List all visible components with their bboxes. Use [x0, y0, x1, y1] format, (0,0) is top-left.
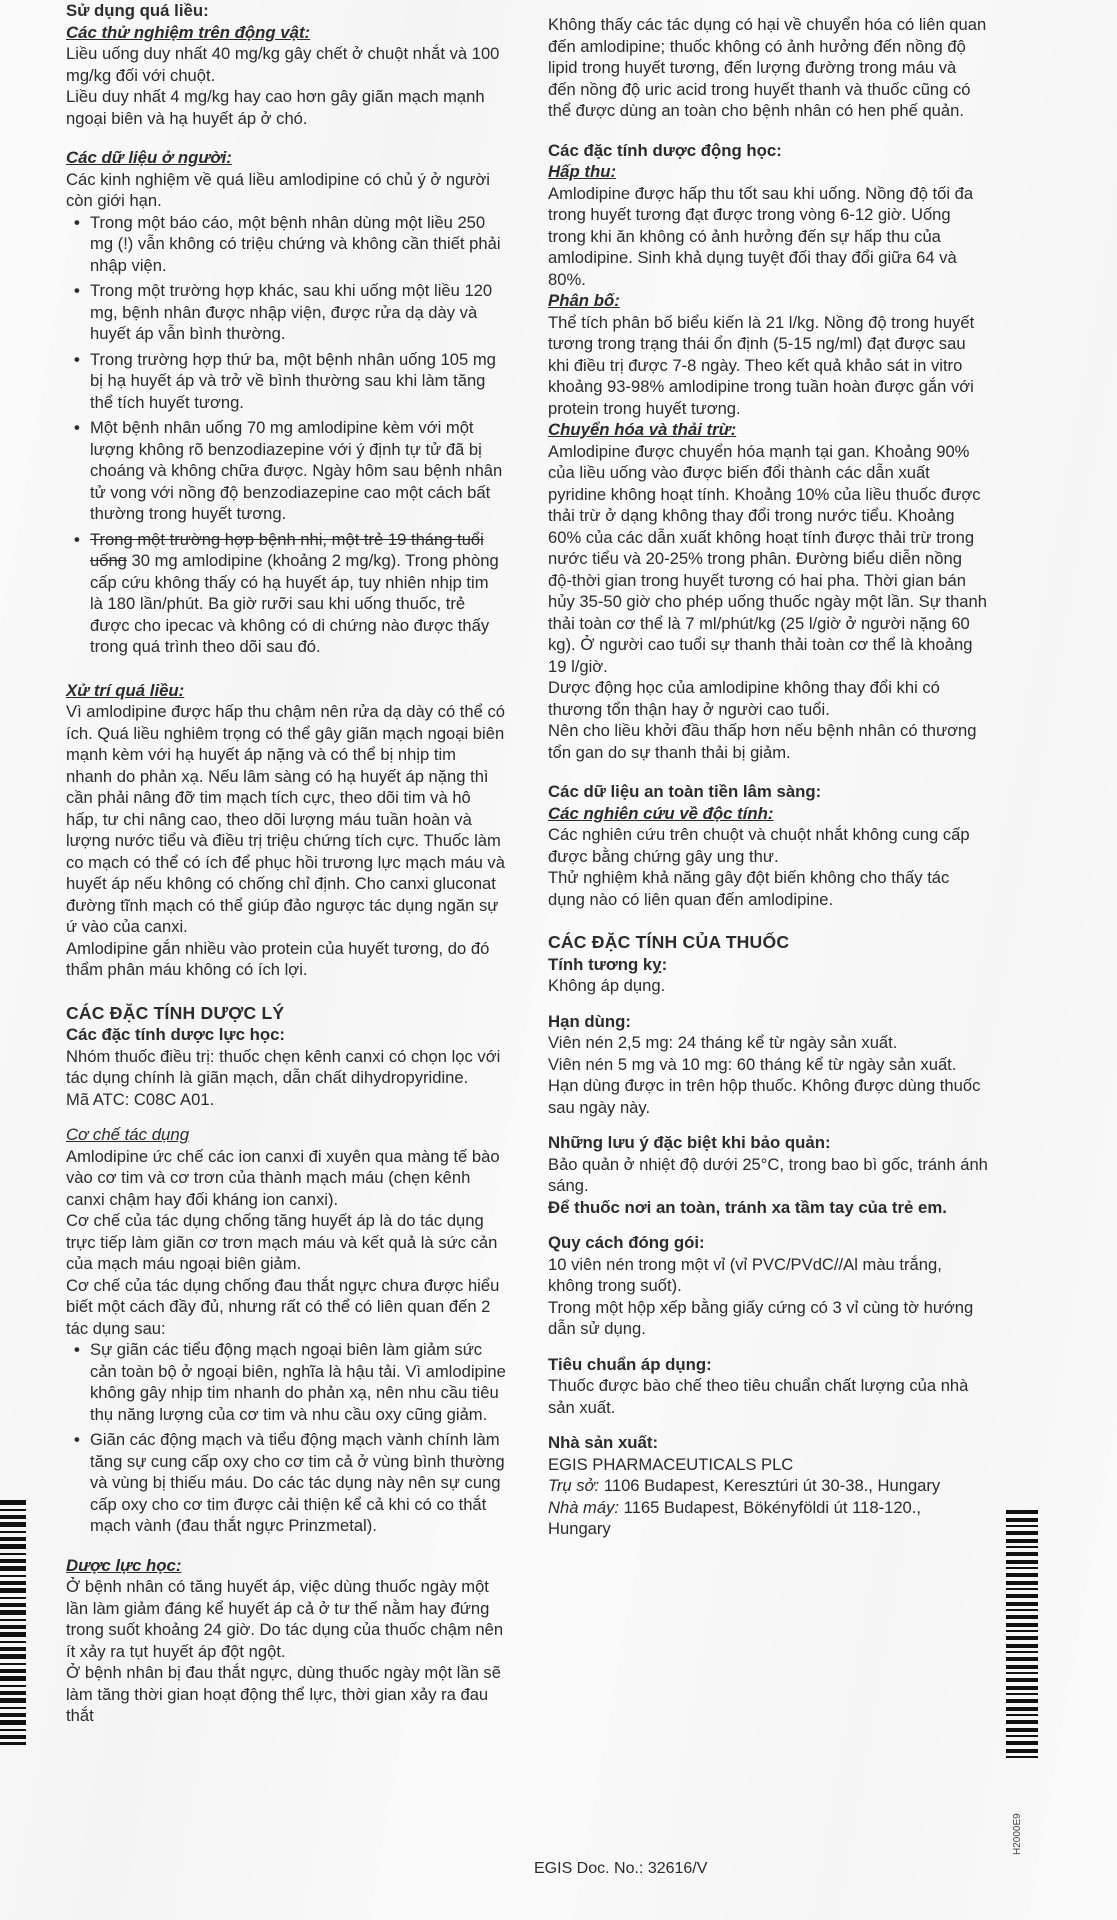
list-item: • Trong trường hợp thứ ba, một bệnh nhân uống 105 mg bị hạ huyết áp và trở về bình thường sau khi làm tăng thể tích huyết tương.: [90, 349, 506, 414]
human-case-list: [66, 212, 506, 658]
pharmacodynamics-text: Nhóm thuốc điều trị: thuốc chẹn kênh canxi có chọn lọc với tác dụng chính là giãn mạch, dẫn chất dihydropyridine.: [66, 1046, 501, 1087]
mechanism-list: [66, 1339, 506, 1537]
animal-tests-text-1: Liều uống duy nhất 40 mg/kg gây chết ở chuột nhắt và 100 mg/kg đối với chuột.: [66, 44, 500, 85]
animal-tests-heading: Các thử nghiệm trên động vật:: [66, 22, 311, 42]
shelf-life-text-1: Viên nén 2,5 mg: 24 tháng kể từ ngày sản xuất.: [548, 1033, 898, 1052]
toxicity-heading: Các nghiên cứu về độc tính:: [548, 803, 774, 823]
overdose-management-text-1: Vì amlodipine được hấp thu chậm nên rửa dạ dày có thể có ích. Quá liều nghiêm trọng có thể gây giãn mạch ngoại biên mạnh kèm với hạ huyết áp nặng và có thể bị nhịp tim nhanh do phản xạ. Nếu lâm sàng có hạ huyết áp nặng thì cần phải nâng đỡ tim mạch tích cực, theo dõi tim và hô hấp, tư chi nâng cao, theo dõi lượng máu tuần hoàn và lượng nước tiểu và điều trị triệu chứng tích cực. Thuốc làm co mạch có thể có ích để phục hồi trương lực mạch máu và huyết áp nếu không có chống chỉ định. Cho canxi gluconat đường tĩnh mạch có thể giúp đảo ngược tác dụng ngăn sự ứ vào của canxi.: [66, 702, 505, 936]
overdose-management-text-2: Amlodipine gắn nhiều vào protein của huyết tương, do đó thẩm phân máu không có ích lợi.: [66, 938, 490, 979]
incompatibility-text: Không áp dụng.: [548, 976, 666, 995]
incompatibility-heading: Tính tương kỵ:: [548, 954, 668, 974]
pharmacology-heading: CÁC ĐẶC TÍNH DƯỢC LÝ: [66, 1002, 285, 1023]
overdose-heading: Sử dụng quá liều:: [66, 1, 209, 20]
metabolic-effects-text: Không thấy các tác dụng có hại về chuyển hóa có liên quan đến amlodipine; thuốc không có ảnh hưởng đến nồng độ lipid trong huyết tương, đến lượng đường trong máu và đến nồng độ uric acid trong huyết thanh và thuốc cũng có thể được dùng an toàn cho bệnh nhân có hen phế quản.: [548, 15, 987, 120]
atc-code: Mã ATC: C08C A01.: [66, 1089, 215, 1109]
hq-label: Trụ sở:: [548, 1476, 600, 1495]
list-item-text: 30 mg amlodipine (khoảng 2 mg/kg). Trong phòng cấp cứu không thấy có hạ huyết áp, tuy nhiên nhịp tim là 180 lần/phút. Ba giờ rưỡi sau khi uống thuốc, trẻ được cho ipecac và không có di chứng nào được thấy trong quá trình theo dõi sau đó.: [90, 551, 499, 656]
plant-address: 1165 Budapest, Bökényföldi út 118-120., Hungary: [548, 1497, 922, 1538]
mechanism-heading: Cơ chế tác dụng: [66, 1125, 190, 1144]
list-item: • Trong một báo cáo, một bệnh nhân dùng một liều 250 mg (!) vẫn không có triệu chứng và không cần thiết phải nhập viện.: [90, 212, 506, 277]
mechanism-text-1: Amlodipine ức chế các ion canxi đi xuyên qua màng tế bào vào cơ tim và cơ trơn của thành mạch máu (chẹn kênh canxi chậm hay đối kháng ion canxi).: [66, 1146, 500, 1209]
mechanism-text-2: Cơ chế của tác dụng chống tăng huyết áp là do tác dụng trực tiếp làm giãn cơ trơn mạch máu và kết quả là sức cản của mạch máu ngoại biên giảm.: [66, 1211, 498, 1273]
shelf-life-text-2: Viên nén 5 mg và 10 mg: 60 tháng kể từ ngày sản xuất.: [548, 1054, 957, 1074]
absorption-heading: Hấp thu:: [548, 162, 617, 181]
struck-text: Trong một trường hợp bệnh nhi, một trẻ 19 tháng tuổi uống: [90, 529, 484, 570]
human-data-intro: Các kinh nghiệm về quá liều amlodipine có chủ ý ở người còn giới hạn.: [66, 169, 490, 210]
preclinical-safety-heading: Các dữ liệu an toàn tiền lâm sàng:: [548, 782, 822, 801]
pharmacodynamics-effect-text-2: Ở bệnh nhân bị đau thắt ngực, dùng thuốc ngày một lần sẽ làm tăng thời gian hoạt động thể lực, thời gian xảy ra đau thắt: [66, 1663, 501, 1725]
pharmacodynamics-subheading: Dược lực học:: [66, 1555, 182, 1575]
pharmacokinetics-heading: Các đặc tính dược động học:: [548, 140, 782, 160]
packaging-text-1: 10 viên nén trong một vỉ (vỉ PVC/PVdC//Al màu trắng, không trong suốt).: [548, 1254, 942, 1295]
standard-heading: Tiêu chuẩn áp dụng:: [548, 1354, 712, 1374]
distribution-text: Thể tích phân bố biểu kiến là 21 l/kg. Nồng độ trong huyết tương trong trạng thái ổn định (5-15 ng/ml) đạt được sau khi điều trị được 7-8 ngày. Theo kết quả khảo sát in vitro khoảng 93-98% amlodipine trong tuần hoàn được gắn với protein trong huyết tương.: [548, 312, 975, 418]
human-data-heading: Các dữ liệu ở người:: [66, 148, 232, 167]
right-column: [548, 14, 988, 1540]
toxicity-text-2: Thử nghiệm khả năng gây đột biến không cho thấy tác dụng nào có liên quan đến amlodipine.: [548, 868, 950, 909]
pharmacode-barcode-left: [0, 1500, 26, 1745]
standard-text: Thuốc được bào chế theo tiêu chuẩn chất lượng của nhà sản xuất.: [548, 1376, 969, 1417]
absorption-text: Amlodipine được hấp thu tốt sau khi uống. Nồng độ tối đa trong huyết tương đạt được trong vòng 6-12 giờ. Uống trong khi ăn không có ảnh hưởng đến sự hấp thu của amlodipine. Sinh khả dụng tuyệt đối thay đổi giữa 64 và 80%.: [548, 183, 974, 289]
list-item: • Sự giãn các tiểu động mạch ngoại biên làm giảm sức cản toàn bộ ở ngoại biên, nghĩa là hậu tải. Vì amlodipine không gây nhịp tim nhanh do phản xạ, nên nhu cầu tiêu thụ năng lượng của cơ tim và nhu cầu oxy cũng giảm.: [90, 1339, 506, 1425]
animal-tests-text-2: Liều duy nhất 4 mg/kg hay cao hơn gây giãn mạch mạnh ngoại biên và hạ huyết áp ở chó.: [66, 87, 485, 128]
hq-address: 1106 Budapest, Keresztúri út 30-38., Hungary: [603, 1476, 941, 1495]
overdose-management-heading: Xử trí quá liều:: [66, 680, 185, 700]
manufacturer-heading: Nhà sản xuất:: [548, 1433, 659, 1452]
manufacturer-hq: [548, 1475, 988, 1497]
storage-text: Bảo quản ở nhiệt độ dưới 25°C, trong bao bì gốc, tránh ánh sáng.: [548, 1154, 988, 1195]
packaging-heading: Quy cách đóng gói:: [548, 1233, 705, 1252]
shelf-life-heading: Hạn dùng:: [548, 1011, 631, 1031]
mechanism-text-3: Cơ chế của tác dụng chống đau thắt ngực chưa được hiểu biết một cách đầy đủ, nhưng rất có thể có liên quan đến 2 tác dụng sau:: [66, 1275, 500, 1338]
metabolism-text-3: Nên cho liều khởi đầu thấp hơn nếu bệnh nhân có thương tổn gan do sự thanh thải bị giảm.: [548, 721, 977, 762]
metabolism-heading: Chuyển hóa và thải trừ:: [548, 420, 737, 439]
pharmacodynamics-effect-text-1: Ở bệnh nhân có tăng huyết áp, việc dùng thuốc ngày một lần làm giảm đáng kể huyết áp cả ở tư thế nằm hay đứng trong suốt khoảng 24 giờ. Do tác dụng của thuốc chậm nên ít xảy ra tụt huyết áp đột ngột.: [66, 1577, 504, 1661]
toxicity-text-1: Các nghiên cứu trên chuột và chuột nhắt không cung cấp được bằng chứng gây ung thư.: [548, 825, 970, 866]
list-item: • Một bệnh nhân uống 70 mg amlodipine kèm với một lượng không rõ benzodiazepine với ý định tự tử đã bị choáng và không chữa được. Ngày hôm sau bệnh nhân tử vong với nồng độ benzodiazepine cao một cách bất thường trong huyết tương.: [90, 417, 506, 525]
vertical-code: H2000E9: [1012, 1813, 1023, 1855]
list-item: [90, 529, 506, 658]
storage-heading: Những lưu ý đặc biệt khi bảo quản:: [548, 1133, 831, 1152]
manufacturer-name: EGIS PHARMACEUTICALS PLC: [548, 1454, 794, 1474]
shelf-life-text-3: Hạn dùng được in trên hộp thuốc. Không được dùng thuốc sau ngày này.: [548, 1076, 981, 1117]
packaging-text-2: Trong một hộp xếp bằng giấy cứng có 3 vỉ cùng tờ hướng dẫn sử dụng.: [548, 1297, 974, 1338]
drug-properties-heading: CÁC ĐẶC TÍNH CỦA THUỐC: [548, 932, 790, 952]
list-item: • Trong một trường hợp khác, sau khi uống một liều 120 mg, bệnh nhân được nhập viện, được rửa dạ dày và huyết áp vẫn bình thường.: [90, 280, 506, 345]
distribution-heading: Phân bố:: [548, 291, 620, 310]
metabolism-text-2: Dược động học của amlodipine không thay đổi khi có thương tổn thận hay ở người cao tuổi.: [548, 678, 940, 719]
plant-label: Nhà máy:: [548, 1497, 620, 1517]
manufacturer-plant: [548, 1497, 988, 1540]
document-number: EGIS Doc. No.: 32616/V: [534, 1860, 708, 1877]
storage-warning: Để thuốc nơi an toàn, tránh xa tầm tay của trẻ em.: [548, 1197, 947, 1217]
pharmacodynamics-heading: Các đặc tính dược lực học:: [66, 1025, 286, 1044]
pharmacode-barcode-right: [1006, 1510, 1038, 1760]
metabolism-text-1: Amlodipine được chuyển hóa mạnh tại gan. Khoảng 90% của liều uống vào được biến đổi thành các dẫn xuất pyridine không hoạt tính. Khoảng 10% của liều thuốc được thải trừ ở dạng không thay đổi trong nước tiểu. Khoảng 60% của các dẫn xuất không hoạt tính được thải trừ trong nước tiểu và 20-25% trong phân. Đường biểu diễn nồng độ-thời gian trong huyết tương có hai pha. Thời gian bán hủy 35-50 giờ cho phép uống thuốc ngày một lần. Sự thanh thải toàn cơ thể là 7 ml/phút/kg (25 l/giờ ở người nặng 60 kg). Ở người cao tuổi sự thanh thải toàn cơ thể là khoảng 19 l/giờ.: [548, 441, 987, 676]
left-column: [66, 0, 506, 1727]
list-item: • Giãn các động mạch và tiểu động mạch vành chính làm tăng sự cung cấp oxy cho cơ tim cả ở vùng bình thường và vùng bị thiếu máu. Do các tác dụng này nên sự cung cấp oxy cho cơ tim được cải thiện kể cả khi có co thắt mạch vành (đau thắt ngực Prinzmetal).: [90, 1429, 506, 1537]
